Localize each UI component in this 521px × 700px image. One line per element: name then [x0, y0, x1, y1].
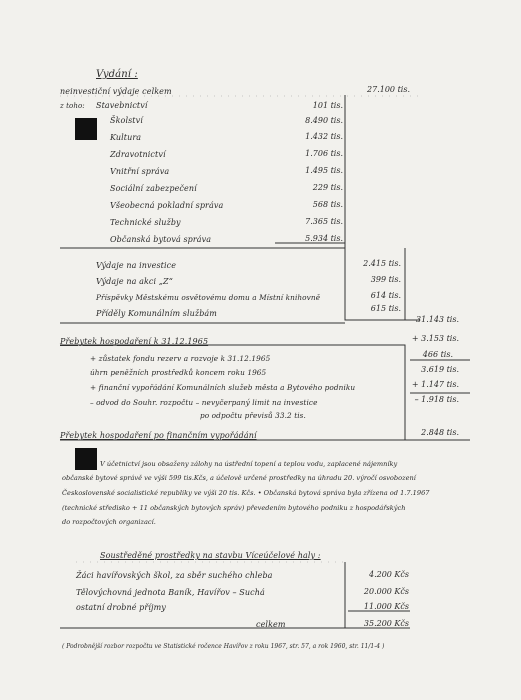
funds-item-label: Tělovýchovná jednota Baník, Havířov – Suchá [76, 588, 265, 597]
expense-item-label: Technické služby [110, 218, 181, 227]
noninvest-label: neinvestiční výdaje celkem [60, 87, 172, 96]
expense-item-label: Zdravotnictví [110, 150, 166, 159]
noninvest-intro: z toho: [60, 102, 85, 110]
section-heading: Vydání : [96, 69, 138, 80]
expense-item-label: Vnitřní správa [110, 167, 170, 176]
funds-total-value: 35.200 Kčs [363, 619, 409, 628]
other-item-value: 615 tis. [370, 304, 401, 313]
surplus-row-label: po odpočtu převisů 33.2 tis. [200, 411, 306, 420]
surplus-row-value: + 3.153 tis. [411, 334, 459, 343]
surplus-row-label: – odvod do Souhr. rozpočtu – nevyčerpaný limit na investice [90, 398, 318, 407]
expense-item-label: Školství [110, 116, 143, 125]
funds-item-value: 11.000 Kčs [363, 602, 409, 611]
other-item-label: Příděly Komunálním službám [96, 309, 217, 318]
funds-heading: Soustředěné prostředky na stavbu Víceúčelové haly : [100, 551, 321, 560]
expense-item-value: 7.365 tis. [305, 217, 343, 226]
other-item-label: Výdaje na investice [96, 261, 177, 270]
surplus-row-label: + finanční vypořádání Komunálních služeb města a Bytového podniku [90, 383, 356, 392]
other-item-value: 614 tis. [370, 291, 401, 300]
other-item-label: Výdaje na akci „Z“ [96, 277, 173, 286]
footnote: ( Podrobnější rozbor rozpočtu ve Statistické ročence Havířov z roku 1967, str. 57, a rok 1960, str. 11/1-4 ) [62, 643, 385, 650]
funds-total-label: celkem [256, 620, 286, 629]
funds-item-label: ostatní drobné příjmy [76, 603, 166, 612]
paragraph-line: (technické středisko + 11 občanských bytových správ) převedením bytového podniku z hospodářských [62, 504, 406, 512]
other-item-value: 399 tis. [370, 275, 401, 284]
paragraph-line: občanské bytové správě ve výši 599 tis.Kčs, a účelově určené prostředky na úhradu 20. výročí osvobození [62, 474, 416, 482]
surplus-final-value: 2.848 tis. [421, 428, 459, 437]
funds-item-value: 4.200 Kčs [368, 570, 409, 579]
expense-item-label: Občanská bytová správa [110, 235, 212, 244]
surplus-row-label: + zůstatek fondu rezerv a rozvoje k 31.12.1965 [90, 354, 271, 363]
paragraph-line: Československé socialistické republiky ve výši 20 tis. Kčs. • Občanská bytová správa byla zřízena od 1.7.1967 [62, 489, 430, 497]
expense-item-value: 1.432 tis. [305, 132, 343, 141]
surplus-row-value: – 1.918 tis. [414, 395, 459, 404]
expense-item-label: Sociální zabezpečení [110, 184, 197, 193]
funds-item-label: Žáci havířovských škol, za sběr suchého chleba [76, 571, 273, 580]
surplus-row-value: + 1.147 tis. [411, 380, 459, 389]
surplus-row-label: Přebytek hospodaření k 31.12.1965 [60, 337, 209, 346]
surplus-final-label: Přebytek hospodaření po finančním vypořádání [60, 431, 257, 440]
expense-item-label: Všeobecná pokladní správa [110, 201, 224, 210]
expense-item-label: Kultura [110, 133, 142, 142]
expense-item-value: 101 tis. [312, 101, 343, 110]
expense-item-value: 1.706 tis. [305, 149, 343, 158]
other-item-value: 2.415 tis. [363, 259, 401, 268]
expense-item-value: 229 tis. [312, 183, 343, 192]
paragraph-line: do rozpočtových organizací. [62, 518, 156, 526]
expense-item-value: 1.495 tis. [305, 166, 343, 175]
expense-item-value: 8.490 tis. [305, 116, 343, 125]
expenses-total: 31.143 tis. [416, 315, 459, 324]
expense-item-value: 5.934 tis. [305, 234, 343, 243]
surplus-row-value: 466 tis. [422, 350, 453, 359]
funds-item-value: 20.000 Kčs [363, 587, 409, 596]
paragraph-line: V účetnictví jsou obsaženy zálohy na ústřední topení a teplou vodu, zaplacené nájemníky [100, 460, 398, 468]
other-item-label: Příspěvky Městskému osvětovému domu a Místní knihovně [96, 293, 321, 302]
noninvest-total: 27.100 tis. [367, 85, 410, 94]
expense-item-label: Stavebnictví [96, 101, 148, 110]
surplus-row-value: 3.619 tis. [421, 365, 459, 374]
expense-item-value: 568 tis. [312, 200, 343, 209]
surplus-row-label: úhrn peněžních prostředků koncem roku 1965 [90, 368, 267, 377]
